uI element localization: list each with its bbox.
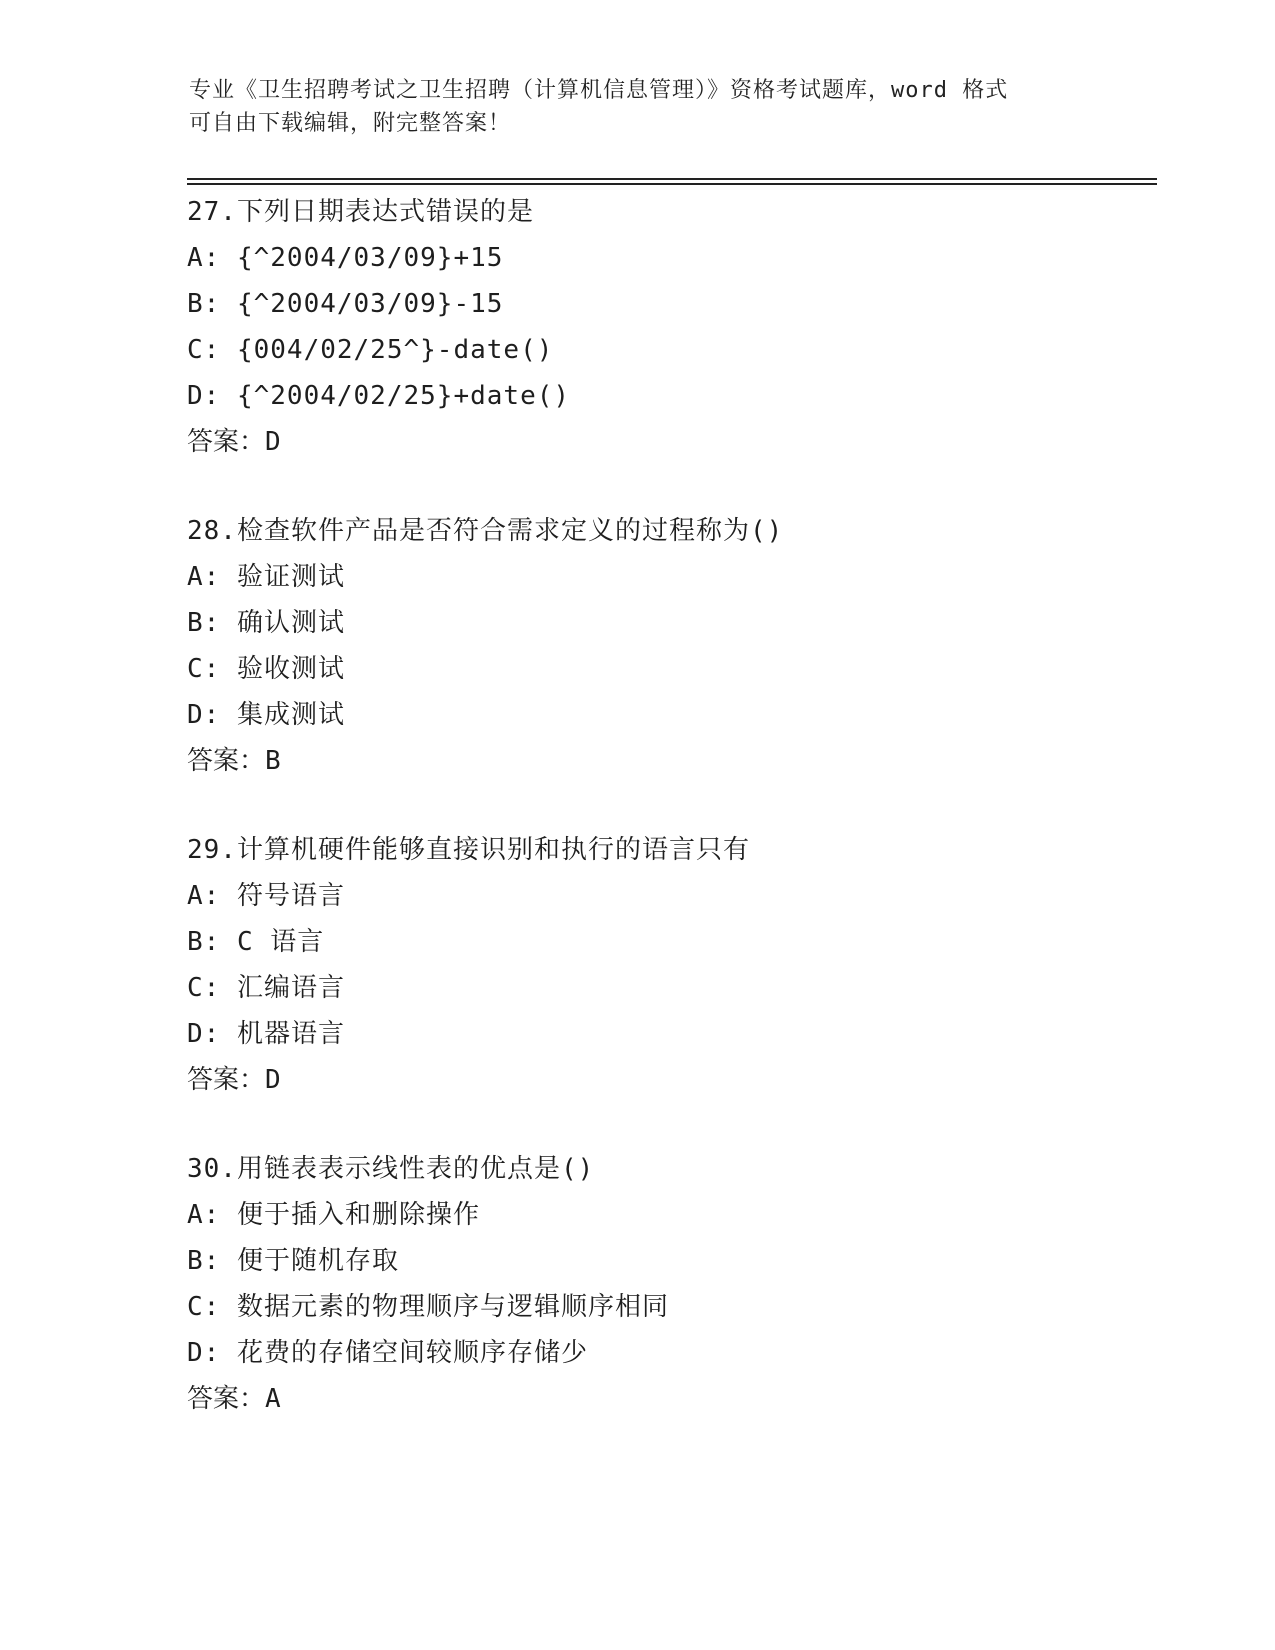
option-d: D: 集成测试 xyxy=(187,700,345,730)
question-27 xyxy=(187,189,1147,465)
question-30 xyxy=(187,1146,1147,1422)
option-c: C: {004/02/25^}-date() xyxy=(187,335,554,365)
option-c: C: 数据元素的物理顺序与逻辑顺序相同 xyxy=(187,1292,669,1322)
option-b: B: C 语言 xyxy=(187,927,325,957)
option-a: A: 验证测试 xyxy=(187,562,345,592)
answer: 答案：D xyxy=(187,1065,281,1095)
answer: 答案：D xyxy=(187,427,281,457)
header-divider-bottom xyxy=(187,183,1157,185)
question-29 xyxy=(187,827,1147,1103)
question-28 xyxy=(187,508,1147,784)
header-divider-top xyxy=(187,178,1157,180)
option-d: D: {^2004/02/25}+date() xyxy=(187,381,571,411)
question-stem: 28.检查软件产品是否符合需求定义的过程称为() xyxy=(187,516,784,546)
question-stem: 30.用链表表示线性表的优点是() xyxy=(187,1154,595,1184)
option-b: B: 便于随机存取 xyxy=(187,1246,399,1276)
option-a: A: {^2004/03/09}+15 xyxy=(187,243,504,273)
option-a: A: 便于插入和删除操作 xyxy=(187,1200,480,1230)
document-header xyxy=(189,74,1089,140)
option-c: C: 验收测试 xyxy=(187,654,345,684)
header-line-1: 专业《卫生招聘考试之卫生招聘（计算机信息管理）》资格考试题库，word 格式 xyxy=(189,78,1009,103)
question-stem: 29.计算机硬件能够直接识别和执行的语言只有 xyxy=(187,835,750,865)
option-b: B: {^2004/03/09}-15 xyxy=(187,289,504,319)
option-a: A: 符号语言 xyxy=(187,881,345,911)
header-line-2: 可自由下载编辑，附完整答案！ xyxy=(189,111,512,136)
question-stem: 27.下列日期表达式错误的是 xyxy=(187,197,534,227)
option-b: B: 确认测试 xyxy=(187,608,345,638)
option-d: D: 机器语言 xyxy=(187,1019,345,1049)
option-d: D: 花费的存储空间较顺序存储少 xyxy=(187,1338,588,1368)
answer: 答案：A xyxy=(187,1384,281,1414)
answer: 答案：B xyxy=(187,746,281,776)
option-c: C: 汇编语言 xyxy=(187,973,345,1003)
